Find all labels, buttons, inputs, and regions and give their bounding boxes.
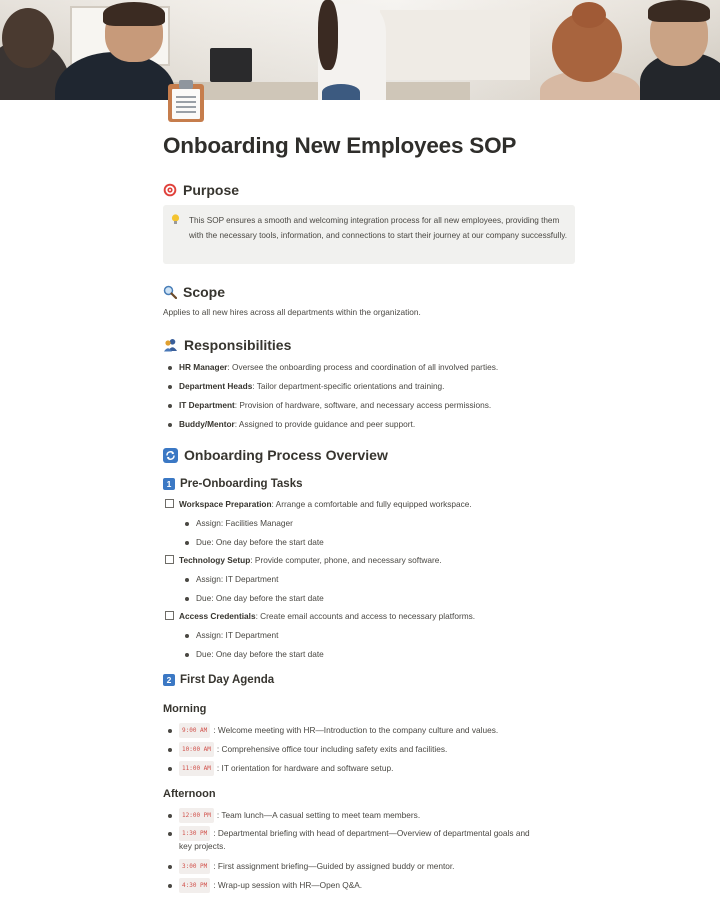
- role-desc: : Assigned to provide guidance and peer support.: [234, 419, 416, 429]
- people-icon: [163, 338, 178, 352]
- scope-text: Applies to all new hires across all departments within the organization.: [163, 307, 421, 317]
- task-due: Due: One day before the start date: [196, 649, 324, 659]
- bullet: [185, 597, 189, 601]
- bullet: [185, 541, 189, 545]
- overview-heading-text: Onboarding Process Overview: [184, 447, 388, 463]
- agenda-text-continued: key projects.: [179, 841, 226, 851]
- task-checkbox[interactable]: [165, 499, 174, 508]
- agenda-text: : IT orientation for hardware and software setup.: [216, 763, 394, 773]
- role-desc: : Provision of hardware, software, and necessary access permissions.: [234, 400, 492, 410]
- task-name: Workspace Preparation: [179, 499, 272, 509]
- list-item: [179, 361, 498, 374]
- time-code: 9:00 AM: [179, 723, 210, 738]
- time-code: 3:00 PM: [179, 859, 210, 874]
- time-code: 1:30 PM: [179, 826, 210, 841]
- first-day-heading: [163, 674, 274, 686]
- task-due: Due: One day before the start date: [196, 537, 324, 547]
- purpose-callout: [163, 205, 575, 264]
- task-item: [179, 498, 472, 511]
- agenda-text: : Welcome meeting with HR—Introduction to the company culture and values.: [213, 725, 499, 735]
- page-title: Onboarding New Employees SOP: [163, 133, 517, 158]
- agenda-item: [179, 761, 393, 776]
- bullet: [168, 832, 172, 836]
- bullet: [168, 385, 172, 389]
- task-assign: Assign: Facilities Manager: [196, 518, 293, 528]
- list-item: [179, 380, 444, 393]
- task-checkbox[interactable]: [165, 611, 174, 620]
- bullet: [168, 404, 172, 408]
- task-desc: : Arrange a comfortable and fully equipped workspace.: [271, 499, 472, 509]
- overview-heading: [163, 447, 388, 463]
- role-desc: : Oversee the onboarding process and coordination of all involved parties.: [227, 362, 499, 372]
- cover-image: [0, 0, 720, 100]
- magnifier-icon: [163, 285, 177, 299]
- page-header: [163, 130, 583, 162]
- agenda-text: : Comprehensive office tour including safety exits and facilities.: [216, 744, 448, 754]
- task-item: [179, 610, 475, 623]
- time-code: 4:30 PM: [179, 878, 210, 893]
- task-assign: Assign: IT Department: [196, 574, 279, 584]
- agenda-item: [179, 808, 420, 823]
- bullet: [168, 729, 172, 733]
- afternoon-heading: Afternoon: [163, 788, 216, 800]
- agenda-item: [179, 723, 498, 738]
- number-two-icon: 2: [163, 674, 175, 686]
- morning-heading: Morning: [163, 703, 207, 715]
- target-icon: [163, 183, 177, 197]
- agenda-item: [179, 859, 455, 874]
- number-one-icon: 1: [163, 478, 175, 490]
- agenda-item: [179, 742, 447, 757]
- task-name: Access Credentials: [179, 611, 256, 621]
- bullet: [168, 884, 172, 888]
- scope-heading: [163, 284, 225, 300]
- bullet: [168, 767, 172, 771]
- agenda-text: : Team lunch—A casual setting to meet team members.: [216, 810, 421, 820]
- purpose-heading-text: Purpose: [183, 182, 240, 198]
- responsibilities-heading-text: Responsibilities: [184, 337, 292, 353]
- agenda-text: : Departmental briefing with head of department—Overview of departmental goals and: [213, 828, 530, 838]
- role-name: Buddy/Mentor: [179, 419, 235, 429]
- bullet: [168, 748, 172, 752]
- task-desc: : Provide computer, phone, and necessary software.: [250, 555, 442, 565]
- role-name: Department Heads: [179, 381, 253, 391]
- bullet: [168, 423, 172, 427]
- sync-icon: [163, 448, 178, 463]
- role-name: IT Department: [179, 400, 235, 410]
- agenda-text: : Wrap-up session with HR—Open Q&A.: [213, 880, 363, 890]
- list-item: [179, 399, 491, 412]
- bullet: [185, 522, 189, 526]
- role-name: HR Manager: [179, 362, 228, 372]
- purpose-text: This SOP ensures a smooth and welcoming integration process for all new employees, providing them with the necessary tools, information, and connections to start their journey at our company successfully.: [189, 216, 568, 240]
- pre-onboarding-heading-text: Pre-Onboarding Tasks: [180, 478, 303, 490]
- task-name: Technology Setup: [179, 555, 251, 565]
- task-desc: : Create email accounts and access to necessary platforms.: [255, 611, 476, 621]
- bullet: [168, 814, 172, 818]
- time-code: 11:00 AM: [179, 761, 214, 776]
- task-due: Due: One day before the start date: [196, 593, 324, 603]
- scope-heading-text: Scope: [183, 284, 226, 300]
- bullet: [185, 634, 189, 638]
- agenda-item: [179, 826, 579, 841]
- role-desc: : Tailor department-specific orientations and training.: [252, 381, 445, 391]
- lightbulb-icon: [171, 214, 180, 227]
- responsibilities-heading: [163, 337, 291, 353]
- task-checkbox[interactable]: [165, 555, 174, 564]
- clipboard-icon[interactable]: [168, 80, 204, 122]
- time-code: 10:00 AM: [179, 742, 214, 757]
- list-item: [179, 418, 415, 431]
- task-assign: Assign: IT Department: [196, 630, 279, 640]
- task-item: [179, 554, 442, 567]
- first-day-heading-text: First Day Agenda: [180, 674, 275, 686]
- bullet: [185, 578, 189, 582]
- agenda-item: [179, 878, 362, 893]
- bullet: [168, 865, 172, 869]
- agenda-text: : First assignment briefing—Guided by assigned buddy or mentor.: [213, 861, 455, 871]
- purpose-heading: [163, 182, 239, 198]
- pre-onboarding-heading: [163, 478, 302, 490]
- bullet: [168, 366, 172, 370]
- time-code: 12:00 PM: [179, 808, 214, 823]
- bullet: [185, 653, 189, 657]
